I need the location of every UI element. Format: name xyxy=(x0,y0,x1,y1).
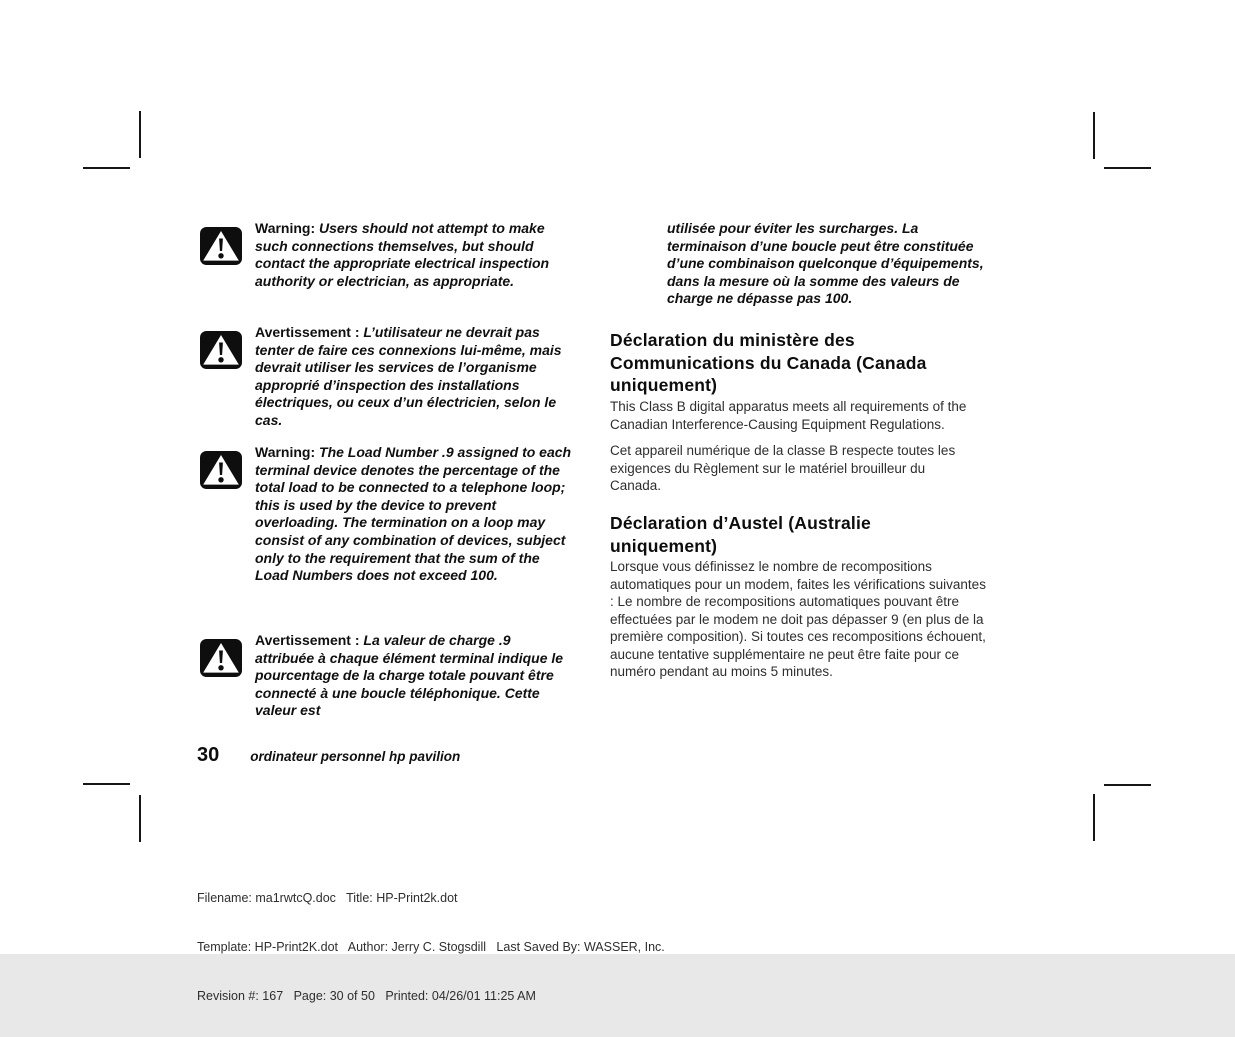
crop-mark-top-left-vertical xyxy=(139,111,141,158)
crop-mark-top-right-horizontal xyxy=(1104,167,1151,169)
warning-icon xyxy=(200,451,242,489)
section-heading-canada: Déclaration du ministère des Communications du Canada (Canada uniquement) xyxy=(610,330,927,395)
warning-icon xyxy=(200,639,242,677)
warning-block-2 xyxy=(200,324,573,430)
warning-body: La valeur de charge .9 attribuée à chaque élément terminal indique le pourcentage de la charge totale pouvant être connecté à une boucle téléphonique. Cette valeur est xyxy=(255,632,564,719)
warning-label: Warning: xyxy=(255,220,316,236)
crop-mark-bottom-right-horizontal xyxy=(1104,784,1151,786)
print-metadata-line-2: Template: HP-Print2K.dot Author: Jerry C. Stogsdill Last Saved By: WASSER, Inc. xyxy=(197,940,665,955)
print-metadata xyxy=(197,857,665,1037)
crop-mark-top-right-vertical xyxy=(1093,112,1095,159)
crop-mark-top-left-horizontal xyxy=(83,167,130,169)
crop-mark-bottom-left-vertical xyxy=(139,795,141,842)
warning-text xyxy=(255,444,573,585)
crop-mark-bottom-left-horizontal xyxy=(83,783,130,785)
warning-block-4 xyxy=(200,632,573,720)
warning-continuation: utilisée pour éviter les surcharges. La terminaison d’une boucle peut être constituée d’une combinaison quelconque d’équipements, dans la mesure où la somme des valeurs de charge ne dépasse pas 100. xyxy=(667,220,984,307)
crop-mark-bottom-right-vertical xyxy=(1093,794,1095,841)
book-title: ordinateur personnel hp pavilion xyxy=(250,749,461,764)
austel-paragraph: Lorsque vous définissez le nombre de recompositions automatiques pour un modem, faites les vérifications suivantes : Le nombre de recompositions automatiques pouvant être effectuées par le modem ne doit pas dépasser 9 (en plus de la première composition). Si toutes ces recompositions échouent, aucune tentative supplémentaire ne peut être faite pour ce numéro pendant au moins 5 minutes. xyxy=(610,559,986,679)
print-metadata-line-1: Filename: ma1rwtcQ.doc Title: HP-Print2k.dot xyxy=(197,890,458,905)
warning-text xyxy=(255,324,573,430)
warning-text xyxy=(255,220,573,290)
page-number: 30 xyxy=(197,744,220,766)
warning-icon xyxy=(200,227,242,265)
warning-label: Avertissement : xyxy=(255,324,360,340)
warning-body: The Load Number .9 assigned to each terminal device denotes the percentage of the total load to be connected to a telephone loop; this is used by the device to prevent overloading. The termination on a loop may consist of any combination of devices, subject only to the requirement that the sum of the Load Numbers does not exceed 100. xyxy=(255,444,572,584)
warning-block-3 xyxy=(200,444,573,585)
canada-paragraph-french: Cet appareil numérique de la classe B respecte toutes les exigences du Règlement sur le matériel brouilleur du Canada. xyxy=(610,443,956,493)
warning-text xyxy=(255,632,573,720)
print-metadata-line-3: Revision #: 167 Page: 30 of 50 Printed: 04/26/01 11:25 AM xyxy=(197,989,536,1004)
warning-label: Avertissement : xyxy=(255,632,360,648)
warning-block-1 xyxy=(200,220,573,290)
canada-paragraph-english: This Class B digital apparatus meets all requirements of the Canadian Interference-Causing Equipment Regulations. xyxy=(610,399,967,432)
page-footer xyxy=(197,744,460,767)
section-heading-austel: Déclaration d’Austel (Australie uniquement) xyxy=(610,513,871,556)
warning-label: Warning: xyxy=(255,444,316,460)
warning-body: L’utilisateur ne devrait pas tenter de faire ces connexions lui-même, mais devrait utiliser les services de l’organisme approprié d’inspection des installations électriques, ou ceux d’un électricien, selon le cas. xyxy=(255,324,562,428)
warning-body: Users should not attempt to make such connections themselves, but should contact the appropriate electrical inspection authority or electrician, as appropriate. xyxy=(255,220,550,289)
warning-icon xyxy=(200,331,242,369)
